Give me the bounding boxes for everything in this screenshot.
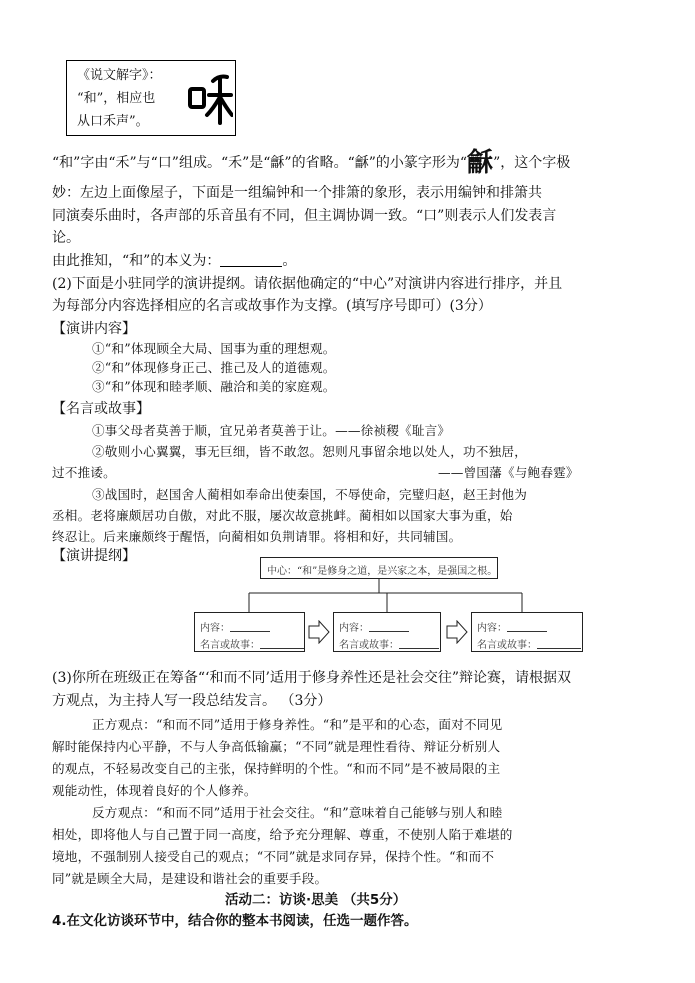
quote-line-2: “和”，相应也 bbox=[77, 91, 156, 106]
content-label: 内容： bbox=[339, 623, 369, 634]
outline-part-3-content bbox=[477, 619, 547, 634]
outline-part-3-box bbox=[471, 612, 583, 652]
quote-item-3-line-1: ③战国时，赵国舍人蔺相如奉命出使秦国，不辱使命，完璧归赵，赵王封他为 bbox=[92, 487, 527, 502]
quote-item-3-line-3: 终忍让。后来廉颇终于醒悟，向蔺相如负荆请罪。将相和好，共同辅国。 bbox=[52, 529, 462, 544]
outline-part-3-quote bbox=[477, 636, 581, 651]
intro-text-a: “和”字由“禾”与“口”组成。“禾”是“龢”的省略。“龢”的小篆字形为“ bbox=[52, 155, 468, 171]
pro-view-line-2: 解时能保持内心平静，不与人争高低输赢；“不同”就是理性看待、辩证分析别人 bbox=[52, 739, 501, 754]
speech-item-1: ①“和”体现顾全大局、国事为重的理想观。 bbox=[92, 341, 336, 356]
quote-blank[interactable] bbox=[399, 638, 439, 649]
content-label: 内容： bbox=[200, 623, 230, 634]
question-4: 4.在文化访谈环节中，结合你的整本书阅读，任选一题作答。 bbox=[52, 913, 418, 929]
q2-line-1: (2)下面是小驻同学的演讲提纲。请依据他确定的“中心”对演讲内容进行排序，并且 bbox=[52, 276, 563, 292]
small-seal-char: 龢 bbox=[467, 148, 494, 178]
content-blank[interactable] bbox=[507, 621, 547, 632]
pro-view-line-1: 正方观点：“和而不同”适用于修身养性。“和”是平和的心态，面对不同见 bbox=[92, 717, 503, 732]
quote-item-2-source: ——曾国藩《与鲍春霆》 bbox=[438, 465, 579, 480]
quote-label: 名言或故事： bbox=[339, 640, 399, 651]
outline-part-2-quote bbox=[339, 636, 439, 651]
right-arrow-icon bbox=[308, 620, 330, 644]
con-view-line-2: 相处，即将他人与自己置于同一高度，给予充分理解、尊重，不使别人陷于难堪的 bbox=[52, 827, 513, 842]
quote-item-2-line-2: 过不推诿。 bbox=[52, 465, 116, 480]
con-view-line-1: 反方观点：“和而不同”适用于社会交往。“和”意味着自己能够与别人和睦 bbox=[92, 805, 503, 820]
outline-part-2-content bbox=[339, 619, 409, 634]
con-view-line-4: 同”就是顾全大局，是建设和谐社会的重要手段。 bbox=[52, 871, 328, 886]
quote-blank[interactable] bbox=[537, 638, 581, 649]
intro-line-4: 论。 bbox=[52, 230, 80, 246]
con-view-line-3: 境地，不强制别人接受自己的观点；“不同”就是求同存异，保持个性。“和而不 bbox=[52, 849, 495, 864]
question-he-meaning: 由此推知，“和”的本义为： bbox=[52, 253, 221, 269]
speech-item-3: ③“和”体现和睦孝顺、融洽和美的家庭观。 bbox=[92, 379, 336, 394]
quote-line-1: 《说文解字》： bbox=[77, 68, 162, 83]
q3-line-1: (3)你所在班级正在筹备“‘和而不同’适用于修身养性还是社会交往”辩论赛，请根据双 bbox=[52, 670, 572, 686]
quote-item-3-line-2: 丞相。老将廉颇居功自傲，对此不服，屡次故意挑衅。蔺相如以国家大事为重，始 bbox=[52, 508, 513, 523]
pro-view-line-3: 的观点，不轻易改变自己的主张，保持鲜明的个性。“和而不同”是不被局限的主 bbox=[52, 761, 501, 776]
q2-line-2: 为每部分内容选择相应的名言或故事作为支撑。(填写序号即可）(3分） bbox=[52, 298, 492, 314]
quote-line-3: 从口禾声”。 bbox=[77, 114, 149, 129]
right-arrow-icon bbox=[446, 620, 468, 644]
pro-view-line-4: 观能动性，体现着良好的个人修养。 bbox=[52, 783, 257, 798]
outline-part-1-content bbox=[200, 619, 270, 634]
activity-2-title: 活动二：访谈·思美 （共5分） bbox=[225, 892, 407, 908]
outline-center-text: 中心：“和”是修身之道，是兴家之本，是强国之根。 bbox=[267, 566, 498, 577]
quote-label: 名言或故事： bbox=[200, 640, 260, 651]
speech-item-2: ②“和”体现修身正己、推己及人的道德观。 bbox=[92, 360, 336, 375]
quote-label: 名言或故事： bbox=[477, 640, 537, 651]
quote-blank[interactable] bbox=[260, 638, 304, 649]
content-blank[interactable] bbox=[369, 621, 409, 632]
content-blank[interactable] bbox=[230, 621, 270, 632]
q3-line-2: 方观点，为主持人写一段总结发言。 （3分） bbox=[52, 693, 332, 709]
outline-part-2-box bbox=[333, 612, 441, 652]
content-label: 内容： bbox=[477, 623, 507, 634]
intro-line-2: 妙：左边上面像屋子，下面是一组编钟和一个排箫的象形，表示用编钟和排箫共 bbox=[52, 185, 542, 201]
intro-line-3: 同演奏乐曲时，各声部的乐音虽有不同，但主调协调一致。“口”则表示人们发表言 bbox=[52, 208, 557, 224]
period: 。 bbox=[282, 253, 297, 269]
outline-part-1-quote bbox=[200, 636, 304, 651]
outline-title: 【演讲提纲】 bbox=[52, 548, 136, 564]
quote-item-1: ①事父母者莫善于顺，宜兄弟者莫善于让。——徐祯稷《耻言》 bbox=[92, 423, 451, 438]
quote-item-2-line-1: ②敬则小心翼翼，事无巨细，皆不敢忽。恕则凡事留余地以处人，功不独居， bbox=[92, 444, 527, 459]
speech-content-title: 【演讲内容】 bbox=[52, 321, 136, 337]
outline-part-1-box bbox=[194, 612, 305, 652]
quotes-title: 【名言或故事】 bbox=[52, 401, 150, 417]
intro-text-b: ”，这个字极 bbox=[493, 155, 571, 171]
